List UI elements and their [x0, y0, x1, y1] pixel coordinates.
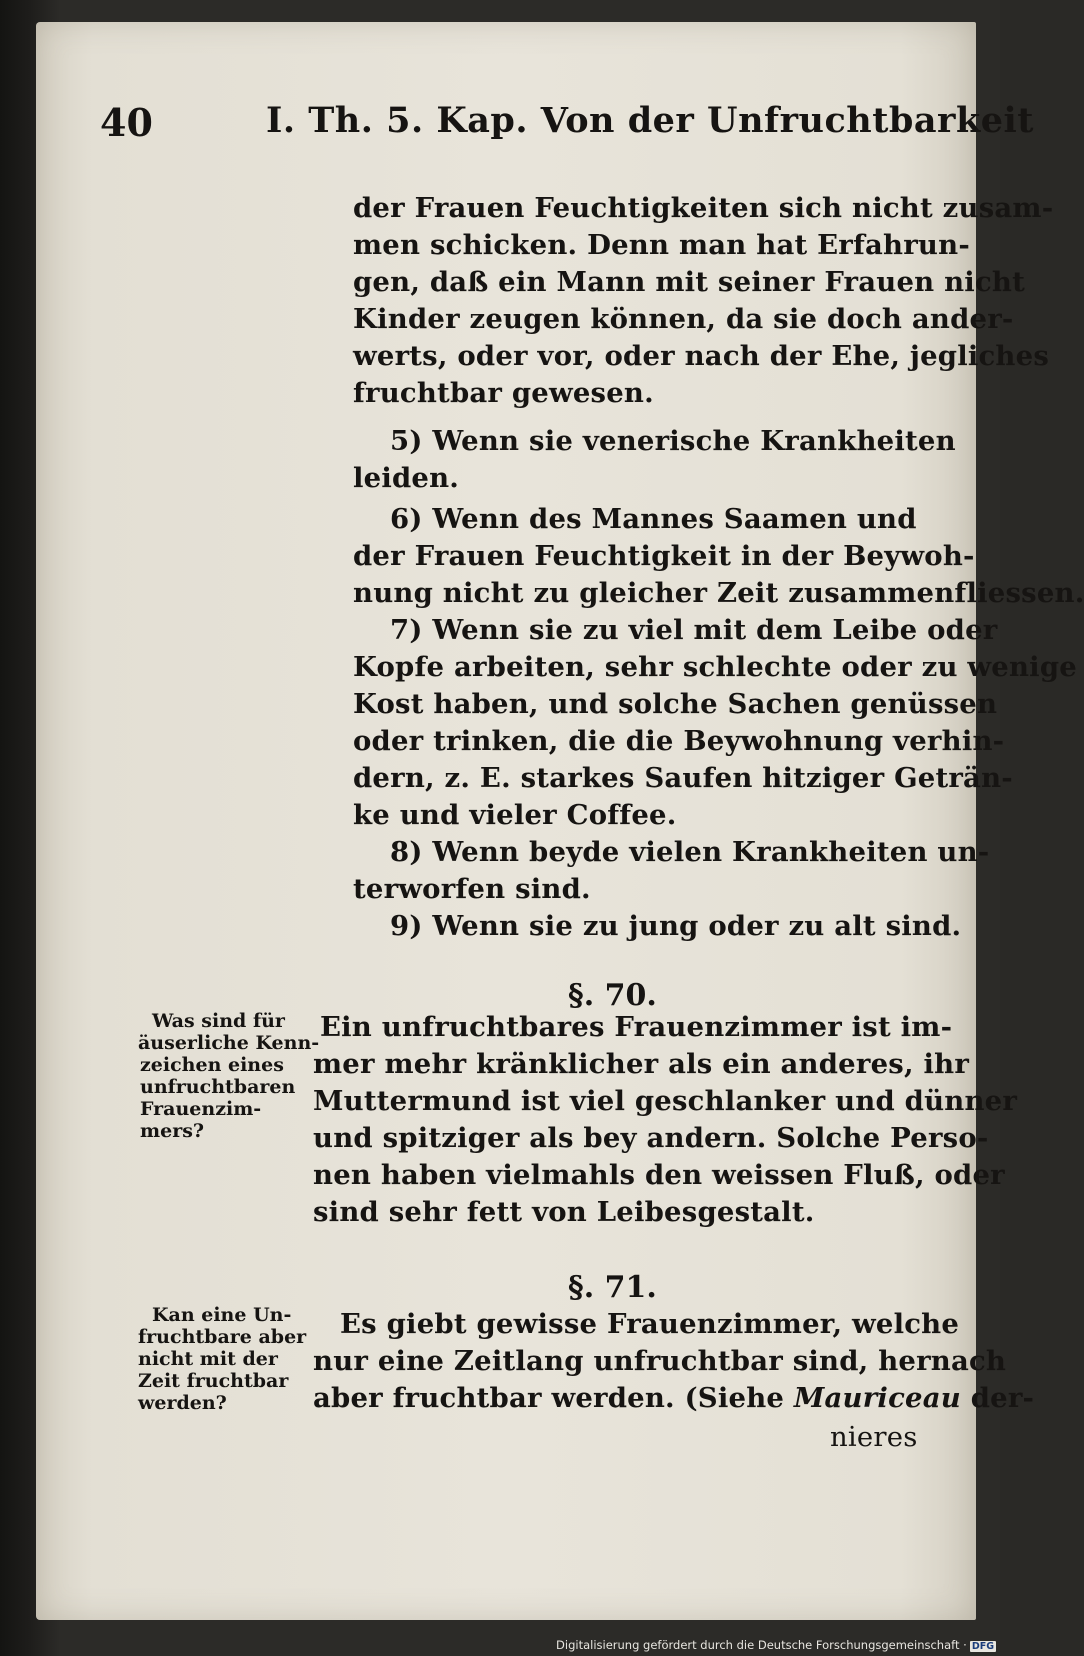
body-line [313, 1382, 1034, 1414]
body-line: terworfen sind. [353, 873, 591, 905]
body-line: leiden. [353, 462, 460, 494]
body-line: der Frauen Feuchtigkeit in der Beywoh- [353, 540, 975, 572]
body-line: der Frauen Feuchtigkeiten sich nicht zusam- [353, 192, 1054, 224]
body-line: 9) Wenn sie zu jung oder zu alt sind. [390, 910, 962, 942]
margin-note-line: Zeit fruchtbar [138, 1370, 289, 1392]
margin-note-line: mers? [140, 1120, 205, 1142]
margin-note-line: unfruchtbaren [140, 1076, 296, 1098]
margin-note-line: nicht mit der [138, 1348, 278, 1370]
body-line: nur eine Zeitlang unfruchtbar sind, hernach [313, 1345, 1007, 1377]
page-number: 40 [100, 100, 153, 145]
body-line: 5) Wenn sie venerische Krankheiten [390, 425, 956, 457]
body-line: Kinder zeugen können, da sie doch ander- [353, 303, 1014, 335]
body-line: 7) Wenn sie zu viel mit dem Leibe oder [390, 614, 998, 646]
digitization-credit [556, 1638, 996, 1652]
margin-note-line: Was sind für [152, 1010, 285, 1032]
body-line: 8) Wenn beyde vielen Krankheiten un- [390, 836, 990, 868]
italic-name: Mauriceau [793, 1382, 961, 1414]
body-line: werts, oder vor, oder nach der Ehe, jegliches [353, 340, 1050, 372]
body-line: Muttermund ist viel geschlanker und dünner [313, 1085, 1018, 1117]
body-line: fruchtbar gewesen. [353, 377, 654, 409]
body-line: und spitziger als bey andern. Solche Perso- [313, 1122, 989, 1154]
margin-note-line: Kan eine Un- [152, 1304, 292, 1326]
body-line: 6) Wenn des Mannes Saamen und [390, 503, 917, 535]
body-line: nung nicht zu gleicher Zeit zusammenfliessen. [353, 577, 1084, 609]
catchword: nieres [830, 1421, 918, 1453]
body-line: mer mehr kränklicher als ein anderes, ihr [313, 1048, 970, 1080]
margin-note-line: fruchtbare aber [138, 1326, 307, 1348]
body-line: dern, z. E. starkes Saufen hitziger Geträn- [353, 762, 1013, 794]
body-line: Es giebt gewisse Frauenzimmer, welche [340, 1308, 960, 1340]
running-title: I. Th. 5. Kap. Von der Unfruchtbarkeit [266, 100, 1034, 141]
margin-note-line: Frauenzim- [140, 1098, 262, 1120]
margin-note-line: werden? [138, 1392, 227, 1414]
margin-note-line: äuserliche Kenn- [138, 1032, 320, 1054]
body-line: oder trinken, die die Beywohnung verhin- [353, 725, 1005, 757]
section-heading: §. 70. [568, 978, 657, 1013]
credit-text: Digitalisierung gefördert durch die Deutsche Forschungsgemeinschaft · [556, 1638, 967, 1652]
dfg-logo: DFG [971, 1641, 994, 1652]
line-text: aber fruchtbar werden. (Siehe [313, 1382, 794, 1414]
body-line: ke und vieler Coffee. [353, 799, 677, 831]
body-line: Kost haben, und solche Sachen genüssen [353, 688, 998, 720]
body-line: gen, daß ein Mann mit seiner Frauen nicht [353, 266, 1025, 298]
section-heading: §. 71. [568, 1270, 657, 1305]
body-line: men schicken. Denn man hat Erfahrun- [353, 229, 970, 261]
body-line: nen haben vielmahls den weissen Fluß, oder [313, 1159, 1005, 1191]
line-tail: der- [960, 1382, 1035, 1414]
body-line: Ein unfruchtbares Frauenzimmer ist im- [320, 1011, 953, 1043]
margin-note-line: zeichen eines [140, 1054, 284, 1076]
body-line: Kopfe arbeiten, sehr schlechte oder zu wenige [353, 651, 1077, 683]
body-line: sind sehr fett von Leibesgestalt. [313, 1196, 815, 1228]
